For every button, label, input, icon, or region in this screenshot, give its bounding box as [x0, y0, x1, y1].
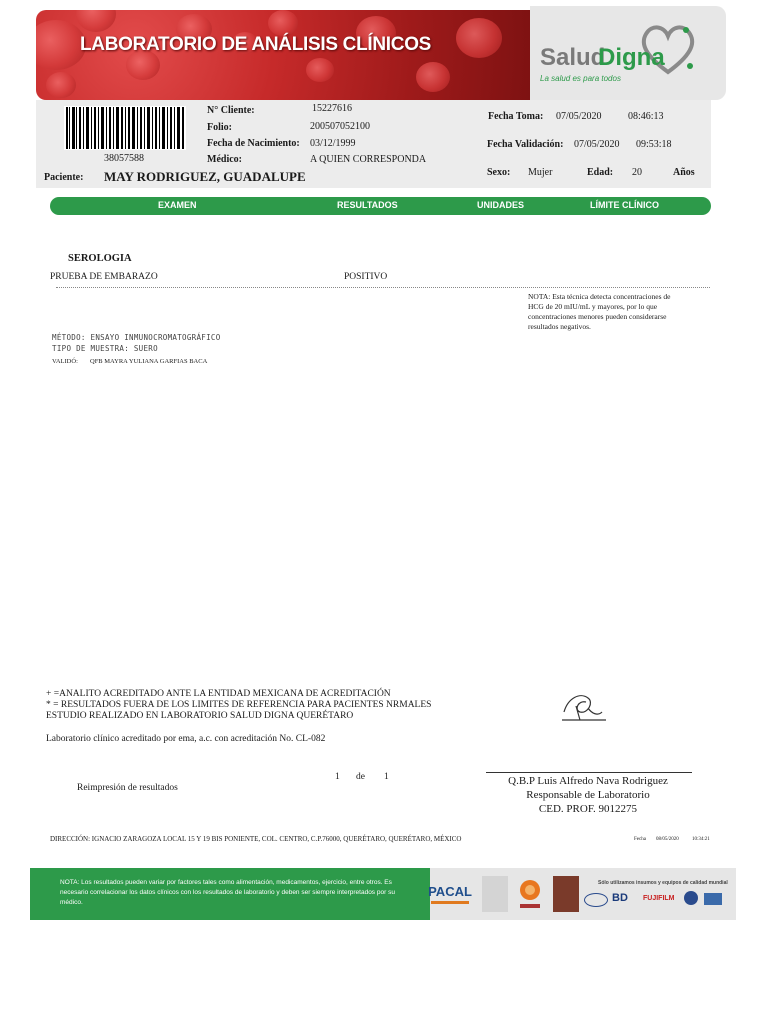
- barcode-number: 38057588: [104, 153, 144, 164]
- cliente-label: N° Cliente:: [207, 105, 255, 116]
- print-date: 08/05/2020: [656, 837, 679, 842]
- edad-label: Edad:: [587, 167, 614, 178]
- barcode: [64, 106, 186, 150]
- folio-value: 200507052100: [310, 121, 370, 132]
- page-total: 1: [384, 772, 389, 782]
- address-text: DIRECCIÓN: IGNACIO ZARAGOZA LOCAL 15 Y 19 BIS PONIENTE, COL. CENTRO, C.P.76000, QUERÉTARO, QUERÉTARO, MÉXICO: [50, 835, 462, 843]
- valido-label: VALIDÓ:: [52, 358, 78, 365]
- folio-label: Folio:: [207, 122, 232, 133]
- signature-image: [558, 690, 610, 728]
- paciente-label: Paciente:: [44, 172, 84, 183]
- fecha-validacion-time: 09:53:18: [636, 139, 672, 150]
- pacal-text: PACAL: [428, 884, 472, 899]
- section-title: SEROLOGIA: [68, 253, 132, 264]
- fecha-toma-time: 08:46:13: [628, 111, 664, 122]
- sexo-label: Sexo:: [487, 167, 511, 178]
- legend-accredited: + =ANALITO ACREDITADO ANTE LA ENTIDAD MEXICANA DE ACREDITACIÓN: [46, 689, 391, 699]
- disclaimer-note: NOTA: Los resultados pueden variar por factores tales como alimentación, medicamentos, ejercicio, entre otros. Es necesario correlacionar los datos clínicos con los resultados de laboratorio y deben ser siempre interpretados por su médico.: [60, 879, 395, 906]
- signer-cedula: CED. PROF. 9012275: [538, 803, 638, 815]
- test-name: PRUEBA DE EMBARAZO: [50, 272, 158, 282]
- signature-line: [486, 772, 692, 773]
- fecha-toma-date: 07/05/2020: [556, 111, 602, 122]
- test-result: POSITIVO: [344, 272, 388, 282]
- sexo-value: Mujer: [528, 167, 553, 178]
- header-limite-clinico: LÍMITE CLÍNICO: [590, 200, 659, 210]
- fecha-validacion-label: Fecha Validación:: [487, 139, 564, 150]
- siemens-logo: [704, 893, 722, 905]
- result-divider: [56, 287, 710, 288]
- seal-icon: [514, 876, 546, 912]
- logo-salud: Salud: [540, 44, 606, 71]
- logo-tagline: La salud es para todos: [540, 74, 621, 83]
- partners-caption: Sólo utilizamos insumos y equipos de calidad mundial: [598, 880, 728, 886]
- lab-title: LABORATORIO DE ANÁLISIS CLÍNICOS: [80, 34, 432, 55]
- logo-digna: Digna: [598, 44, 665, 71]
- metodo-text: MÉTODO: ENSAYO INMUNOCROMATOGRÁFICO: [52, 333, 221, 342]
- roche-logo: [584, 893, 608, 907]
- nacimiento-label: Fecha de Nacimiento:: [207, 138, 300, 149]
- test-note: NOTA: Esta técnica detecta concentraciones de HCG de 20 mIU/mL y mayores, por lo que concentraciones menores pueden considerarse resultados negativos.: [528, 292, 671, 331]
- award-badge: [553, 876, 579, 912]
- page-current: 1: [335, 772, 340, 782]
- signer-name: Q.B.P Luis Alfredo Nava Rodriguez: [508, 775, 668, 787]
- patient-name: MAY RODRIGUEZ, GUADALUPE: [104, 169, 306, 184]
- pacal-logo: [427, 878, 473, 912]
- signer-role: Responsable de Laboratorio: [526, 789, 650, 801]
- fecha-toma-label: Fecha Toma:: [488, 111, 544, 122]
- medico-value: A QUIEN CORRESPONDA: [310, 154, 427, 165]
- legend-lab-location: ESTUDIO REALIZADO EN LABORATORIO SALUD DIGNA QUERÉTARO: [46, 711, 354, 721]
- legend-out-of-range: * = RESULTADOS FUERA DE LOS LIMITES DE REFERENCIA PARA PACIENTES NRMALES: [46, 700, 432, 710]
- reprint-label: Reimpresión de resultados: [77, 783, 178, 793]
- fujifilm-logo: FUJIFILM: [643, 895, 675, 902]
- page-of: de: [356, 772, 365, 782]
- header-examen: EXAMEN: [158, 200, 197, 210]
- header-resultados: RESULTADOS: [337, 200, 398, 210]
- accreditation-text: Laboratorio clínico acreditado por ema, a.c. con acreditación No. CL-082: [46, 734, 326, 744]
- medico-label: Médico:: [207, 154, 242, 165]
- print-label: Fecha: [634, 837, 646, 842]
- valido-value: QFB MAYRA YULIANA GARFIAS BACA: [90, 358, 208, 365]
- fecha-validacion-date: 07/05/2020: [574, 139, 620, 150]
- header-unidades: UNIDADES: [477, 200, 525, 210]
- ge-logo: [684, 891, 698, 905]
- tipo-muestra-text: TIPO DE MUESTRA: SUERO: [52, 344, 158, 353]
- certification-badge: [482, 876, 508, 912]
- print-time: 10:34:21: [692, 837, 710, 842]
- cliente-value: 15227616: [312, 103, 352, 114]
- bd-logo: BD: [612, 892, 628, 904]
- edad-value: 20: [632, 167, 642, 178]
- edad-unit: Años: [673, 167, 695, 178]
- nacimiento-value: 03/12/1999: [310, 138, 356, 149]
